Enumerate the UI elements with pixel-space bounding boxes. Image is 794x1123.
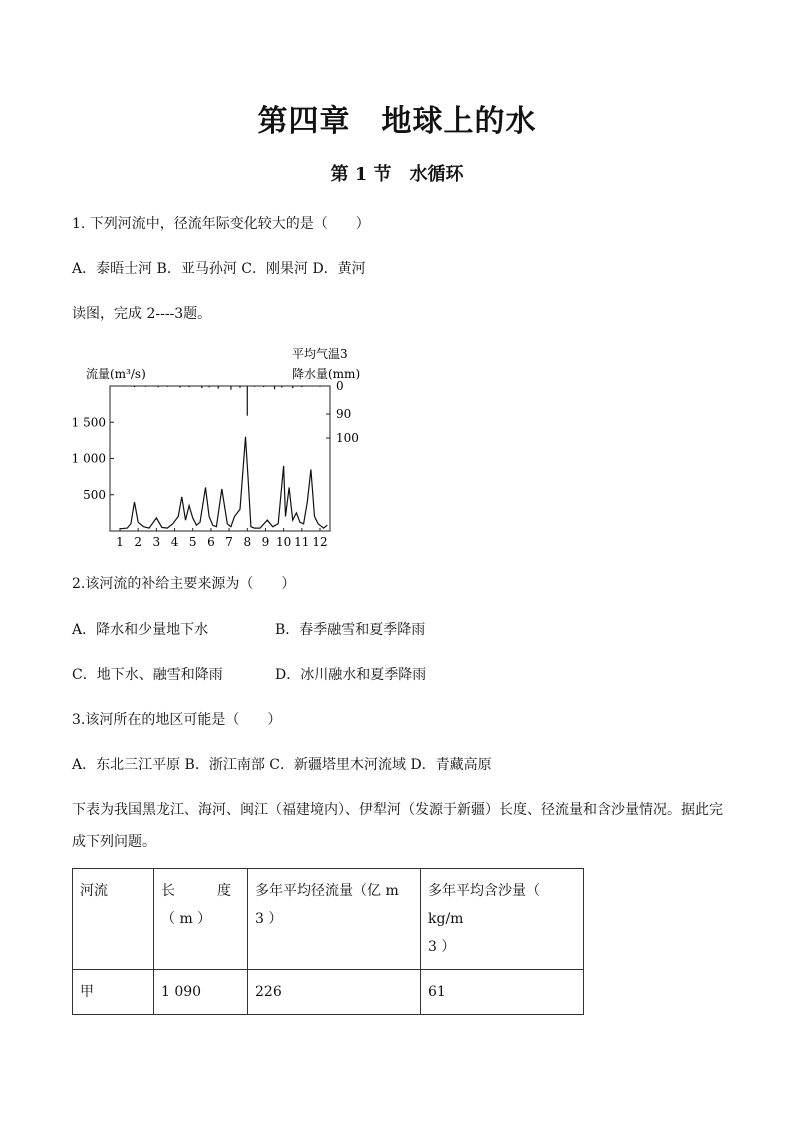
left-tick-label: 500 (83, 487, 106, 502)
right-tick-label: 100 (336, 431, 359, 445)
question-2-stem: 2.该河流的补给主要来源为（ ） (72, 576, 296, 592)
table-intro-line-1: 下表为我国黑龙江、海河、闽江（福建境内）、伊犁河（发源于新疆）长度、径流量和含沙量情况。据此完 (72, 802, 723, 818)
cell-river: 甲 (73, 970, 154, 1015)
table-intro-line-2: 成下列问题。 (72, 834, 156, 850)
left-tick-label: 1 500 (71, 415, 106, 430)
header-length: 长 度 （ m ） (154, 869, 248, 970)
header-river: 河流 (73, 869, 154, 970)
x-tick-label: 11 (294, 535, 310, 549)
cell-sediment: 61 (421, 970, 584, 1015)
question-2-option-d: D．冰川融水和夏季降雨 (275, 667, 427, 683)
x-tick-label: 2 (134, 535, 143, 549)
intro-q2-q3: 读图，完成 2----3题。 (72, 306, 212, 322)
plot-frame (110, 386, 330, 531)
table-row (73, 970, 584, 1015)
question-2-option-a: A．降水和少量地下水 (72, 622, 209, 638)
left-axis-title: 流量(m³/s) (86, 367, 146, 381)
header-runoff: 多年平均径流量（亿 m 3 ） (248, 869, 421, 970)
table-header-row (73, 869, 584, 970)
x-tick-label: 6 (207, 535, 215, 549)
river-data-table (72, 868, 584, 1015)
x-tick-label: 1 (116, 535, 124, 549)
x-tick-label: 10 (275, 535, 292, 549)
section-title: 第 1 节 水循环 (330, 164, 464, 185)
flow-series-line (120, 437, 327, 529)
question-3-stem: 3.该河所在的地区可能是（ ） (72, 712, 282, 728)
right-axis-title-2: 降水量(mm) (292, 367, 361, 381)
right-tick-label: 90 (336, 407, 352, 421)
x-tick-label: 8 (243, 535, 252, 549)
x-tick-label: 4 (170, 535, 179, 549)
left-tick-label: 1 000 (71, 451, 106, 466)
question-1-options: A．泰晤士河 B．亚马孙河 C．刚果河 D．黄河 (72, 261, 366, 277)
right-axis-title-1: 平均气温3 (292, 347, 348, 361)
x-tick-label: 12 (312, 535, 328, 549)
x-tick-label: 7 (225, 535, 233, 549)
question-2-option-c: C．地下水、融雪和降雨 (72, 667, 223, 683)
question-3-options: A．东北三江平原 B．浙江南部 C．新疆塔里木河流域 D．青藏高原 (72, 757, 492, 773)
x-tick-label: 9 (261, 535, 270, 549)
question-1-stem: 1. 下列河流中，径流年际变化较大的是（ ） (72, 216, 370, 232)
header-sediment: 多年平均含沙量（ kg/m 3 ） (421, 869, 584, 970)
x-tick-label: 5 (188, 535, 197, 549)
chapter-title: 第四章 地球上的水 (257, 104, 537, 139)
river-flow-chart (70, 340, 370, 555)
cell-length: 1 090 (154, 970, 248, 1015)
right-tick-label: 0 (336, 379, 344, 393)
cell-runoff: 226 (248, 970, 421, 1015)
x-tick-label: 3 (152, 535, 161, 549)
question-2-option-b: B．春季融雪和夏季降雨 (275, 622, 426, 638)
